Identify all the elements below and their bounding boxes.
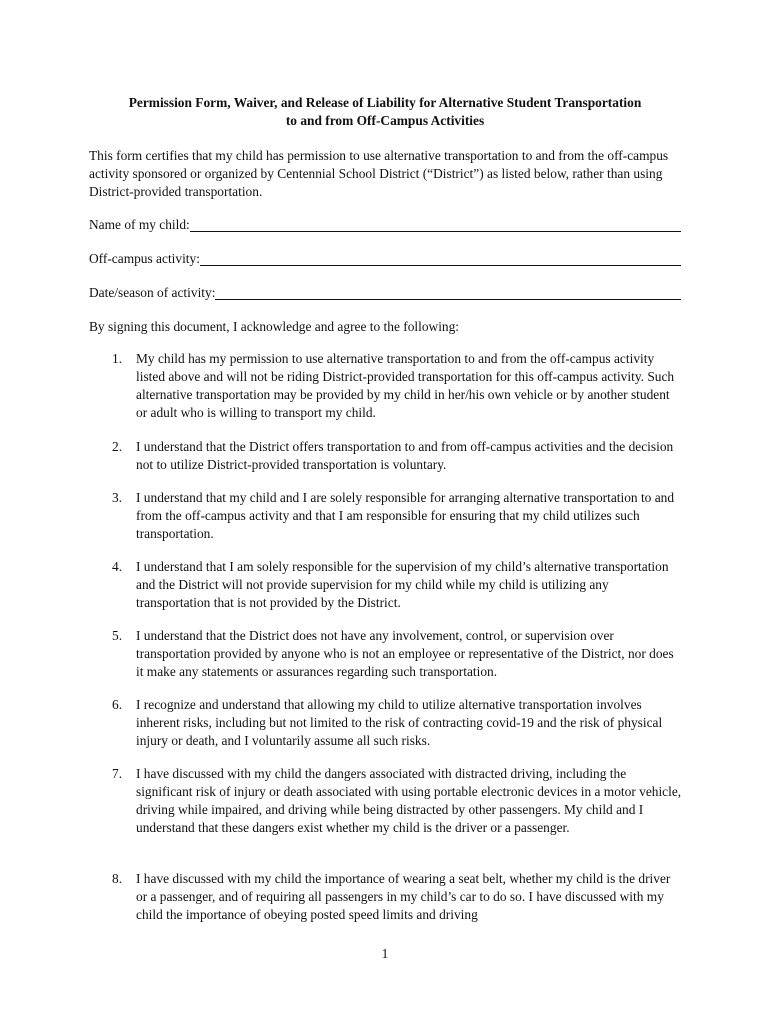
list-item-number: 8. <box>112 871 123 886</box>
list-item-text: I recognize and understand that allowing my child to utilize alternative transportation involves inherent risks, including but not limited to the risk of contracting covid-19 and the risk of physical injury or death, and I voluntarily assume all such risks. <box>136 697 663 748</box>
list-item <box>112 558 684 612</box>
list-item-text: I understand that my child and I are solely responsible for arranging alternative transportation to and from the off-campus activity and that I am responsible for ensuring that my child utilizes such transportation. <box>136 490 675 541</box>
child-name-blank[interactable] <box>190 217 681 232</box>
date-season-field[interactable] <box>89 284 681 302</box>
list-item <box>112 627 684 681</box>
list-item <box>112 438 684 474</box>
list-item-number: 4. <box>112 559 123 574</box>
list-item <box>112 765 684 837</box>
list-item-number: 5. <box>112 628 123 643</box>
activity-field[interactable] <box>89 250 681 268</box>
list-item-text: I understand that the District does not have any involvement, control, or supervision over transportation provided by anyone who is not an employee or representative of the District, nor does it make any statements or assurances regarding such transportation. <box>136 628 674 679</box>
list-item-number: 7. <box>112 766 123 781</box>
list-item-text: My child has my permission to use alternative transportation to and from the off-campus activity listed above and will not be riding District-provided transportation for this off-campus activity. Such alternative transportation may be provided by my child in her/his own vehicle or by another student or adult who is willing to transport my child. <box>136 351 675 420</box>
acknowledgement-lead: By signing this document, I acknowledge and agree to the following: <box>89 319 460 334</box>
child-name-label: Name of my child: <box>89 217 190 232</box>
date-season-label: Date/season of activity: <box>89 285 216 300</box>
list-item-number: 6. <box>112 697 123 712</box>
list-item-number: 1. <box>112 351 123 366</box>
list-item-text: I understand that I am solely responsible for the supervision of my child’s alternative transportation and the District will not provide supervision for my child while my child is utilizing any transportation that is not provided by the District. <box>136 559 669 610</box>
list-item-text: I have discussed with my child the dangers associated with distracted driving, including the significant risk of injury or death associated with using portable electronic devices in a motor vehicle, driving while impaired, and driving while being distracted by other passengers. My child and I understand that these dangers exist whether my child is the driver or a passenger. <box>136 766 682 835</box>
activity-blank[interactable] <box>200 251 681 266</box>
list-item <box>112 696 684 750</box>
child-name-field[interactable] <box>89 216 681 234</box>
form-title-line-1: Permission Form, Waiver, and Release of Liability for Alternative Student Transportation <box>128 95 642 110</box>
form-title-line-2: to and from Off-Campus Activities <box>285 113 485 128</box>
list-item <box>112 870 684 924</box>
list-item <box>112 350 684 422</box>
list-item-number: 2. <box>112 439 123 454</box>
page-number: 1 <box>381 946 389 961</box>
list-item <box>112 489 684 543</box>
list-item-number: 3. <box>112 490 123 505</box>
activity-label: Off-campus activity: <box>89 251 200 266</box>
date-season-blank[interactable] <box>215 285 681 300</box>
list-item-text: I have discussed with my child the importance of wearing a seat belt, whether my child is the driver or a passenger, and of requiring all passengers in my child’s car to do so. I have discussed with my child the importance of obeying posted speed limits and driving <box>136 871 671 922</box>
intro-paragraph: This form certifies that my child has permission to use alternative transportation to and from the off-campus activity sponsored or organized by Centennial School District (“District”) as listed below, rather than using District-provided transportation. <box>89 148 669 199</box>
list-item-text: I understand that the District offers transportation to and from off-campus activities and the decision not to utilize District-provided transportation is voluntary. <box>136 439 674 472</box>
form-title <box>80 94 690 130</box>
